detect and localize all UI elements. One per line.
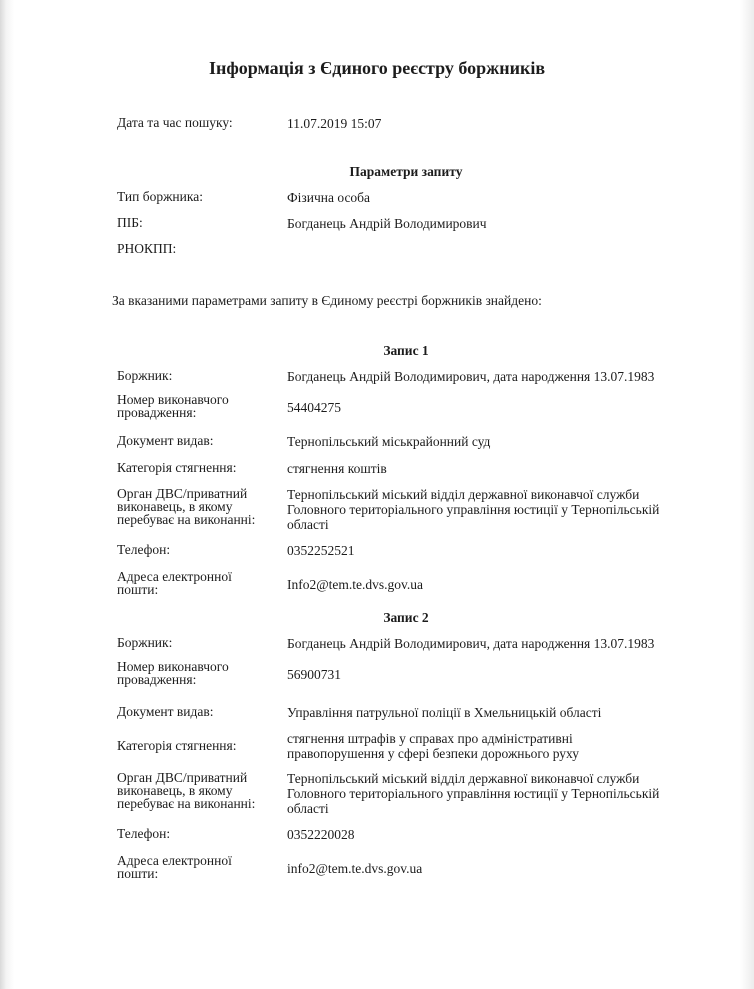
record-2-email-value: info2@tem.te.dvs.gov.ua — [287, 861, 423, 876]
full-name-label: ПІБ: — [117, 215, 143, 230]
record-1-authority-value-line3: області — [287, 517, 329, 532]
record-1-email-label-line1: Адреса електронної — [117, 569, 232, 584]
record-1-category-value-line1: стягнення коштів — [287, 461, 387, 476]
query-params-heading: Параметри запиту — [349, 164, 463, 179]
record-1-issuer-label: Документ видав: — [117, 433, 214, 448]
record-1-phone-value: 0352252521 — [287, 543, 355, 558]
record-2-proceeding-label-line1: Номер виконавчого — [117, 659, 229, 674]
record-2-email-label — [117, 854, 282, 880]
record-1-authority-value-line1: Тернопільський міський відділ державної виконавчої служби — [287, 487, 640, 502]
record-2-debtor-value: Богданець Андрій Володимирович, дата народження 13.07.1983 — [287, 636, 655, 651]
record-1-proceeding-label-line2: провадження: — [117, 405, 197, 420]
record-2-authority-label — [117, 771, 282, 810]
record-2-proceeding-value: 56900731 — [287, 667, 341, 682]
record-1-email-label — [117, 570, 282, 596]
record-2-phone-label: Телефон: — [117, 826, 171, 841]
record-2-authority-label-line1: Орган ДВС/приватний — [117, 770, 248, 785]
record-2-authority-value-line2: Головного територіального управління юстиції у Тернопільській — [287, 786, 660, 801]
record-2-issuer-label: Документ видав: — [117, 704, 214, 719]
record-2-authority-value-line1: Тернопільський міський відділ державної виконавчої служби — [287, 771, 640, 786]
record-1-authority-label-line3: перебуває на виконанні: — [117, 512, 256, 527]
record-2-category-label: Категорія стягнення: — [117, 738, 237, 753]
record-1-proceeding-label-line1: Номер виконавчого — [117, 392, 229, 407]
record-1-authority-value — [287, 487, 727, 532]
search-date-label: Дата та час пошуку: — [117, 115, 233, 130]
record-1-proceeding-value: 54404275 — [287, 400, 341, 415]
record-2-email-label-line1: Адреса електронної — [117, 853, 232, 868]
record-2-issuer-value: Управління патрульної поліції в Хмельницькій області — [287, 705, 602, 720]
record-1-email-value: Info2@tem.te.dvs.gov.ua — [287, 577, 424, 592]
document-title: Інформація з Єдиного реєстру боржників — [208, 58, 546, 78]
record-1-authority-label-line2: виконавець, в якому — [117, 499, 233, 514]
tax-id-label: РНОКПП: — [117, 241, 177, 256]
record-1-phone-label: Телефон: — [117, 542, 171, 557]
debtor-type-label: Тип боржника: — [117, 189, 203, 204]
full-name-value: Богданець Андрій Володимирович — [287, 216, 487, 231]
record-1-category-label: Категорія стягнення: — [117, 460, 237, 475]
record-2-authority-value — [287, 771, 727, 816]
record-2-authority-label-line2: виконавець, в якому — [117, 783, 233, 798]
record-2-proceeding-label — [117, 660, 282, 686]
record-2-heading: Запис 2 — [383, 610, 429, 625]
record-2-category-value-line1: стягнення штрафів у справах про адміністративні — [287, 731, 573, 746]
record-1-authority-value-line2: Головного територіального управління юстиції у Тернопільській — [287, 502, 660, 517]
record-1-email-label-line2: пошти: — [117, 582, 159, 597]
record-1-proceeding-label — [117, 393, 282, 419]
record-2-authority-label-line3: перебуває на виконанні: — [117, 796, 256, 811]
found-results-text: За вказаними параметрами запиту в Єдиному реєстрі боржників знайдено: — [112, 293, 542, 308]
record-1-heading: Запис 1 — [383, 343, 429, 358]
record-2-email-label-line2: пошти: — [117, 866, 159, 881]
record-1-authority-label — [117, 487, 282, 526]
record-2-phone-value: 0352220028 — [287, 827, 355, 842]
record-1-debtor-value: Богданець Андрій Володимирович, дата народження 13.07.1983 — [287, 369, 655, 384]
record-1-authority-label-line1: Орган ДВС/приватний — [117, 486, 248, 501]
record-2-category-value — [287, 731, 727, 761]
record-2-authority-value-line3: області — [287, 801, 329, 816]
record-2-debtor-label: Боржник: — [117, 635, 173, 650]
record-1-issuer-value: Тернопільський міськрайонний суд — [287, 434, 491, 449]
search-date-value: 11.07.2019 15:07 — [287, 116, 382, 131]
record-1-category-value — [287, 461, 727, 476]
record-1-debtor-label: Боржник: — [117, 368, 173, 383]
debtor-type-value: Фізична особа — [287, 190, 371, 205]
record-2-proceeding-label-line2: провадження: — [117, 672, 197, 687]
record-2-category-value-line2: правопорушення у сфері безпеки дорожнього руху — [287, 746, 580, 761]
